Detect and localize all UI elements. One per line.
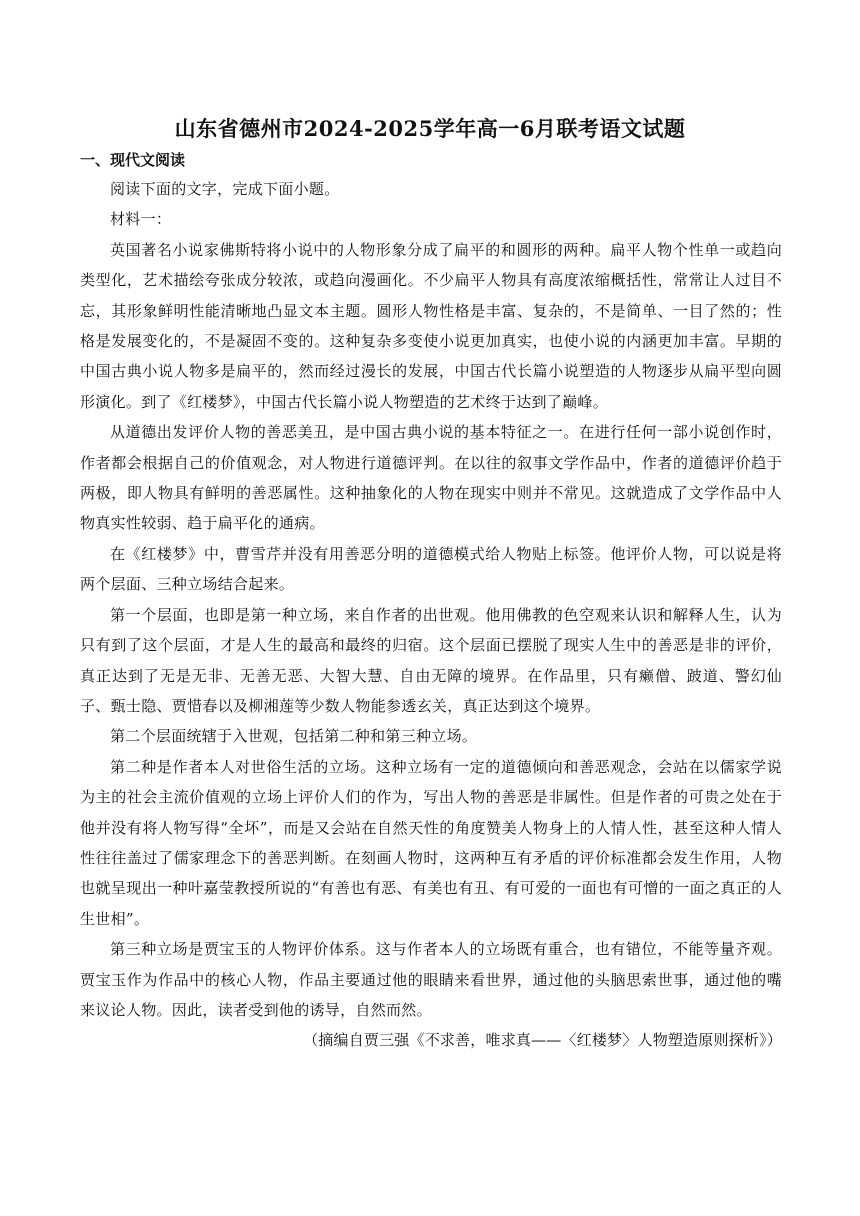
passage-paragraph-2: 从道德出发评价人物的善恶美丑，是中国古典小说的基本特征之一。在进行任何一部小说创作时，作者都会根据自己的价值观念，对人物进行道德评判。在以往的叙事文学作品中，作者的道德评价趋于两极，即人物具有鲜明的善恶属性。这种抽象化的人物在现实中则并不常见。这就造成了文学作品中人物真实性较弱、趋于扁平化的通病。 <box>80 423 782 533</box>
section-heading: 一、现代文阅读 <box>80 151 186 169</box>
passage-paragraph-7: 第三种立场是贾宝玉的人物评价体系。这与作者本人的立场既有重合，也有错位，不能等量齐观。贾宝玉作为作品中的核心人物，作品主要通过他的眼睛来看世界，通过他的头脑思索世事，通过他的嘴来议论人物。因此，读者受到他的诱导，自然而然。 <box>80 940 782 1019</box>
passage-paragraph-6: 第二种是作者本人对世俗生活的立场。这种立场有一定的道德倾向和善恶观念，会站在以儒家学说为主的社会主流价值观的立场上评价人们的作为，写出人物的善恶是非属性。但是作者的可贵之处在于他并没有将人物写得“全坏”，而是又会站在自然天性的角度赞美人物身上的人情人性，甚至这种人情人性往往盖过了儒家理念下的善恶判断。在刻画人物时，这两种互有矛盾的评价标准都会发生作用，人物也就呈现出一种叶嘉莹教授所说的“有善也有恶、有美也有丑、有可爱的一面也有可憎的一面之真正的人生世相”。 <box>80 757 782 928</box>
passage-paragraph-5: 第二个层面统辖于入世观，包括第二种和第三种立场。 <box>110 727 478 746</box>
instruction-text: 阅读下面的文字，完成下面小题。 <box>110 180 340 198</box>
reading-passage <box>80 174 782 1056</box>
passage-paragraph-1: 英国著名小说家佛斯特将小说中的人物形象分成了扁平的和圆形的两种。扁平人物个性单一或趋向类型化，艺术描绘夸张成分较浓，或趋向漫画化。不少扁平人物具有高度浓缩概括性，常常让人过目不忘，其形象鲜明性能清晰地凸显文本主题。圆形人物性格是丰富、复杂的，不是简单、一目了然的；性格是发展变化的，不是凝固不变的。这种复杂多变使小说更加真实，也使小说的内涵更加丰富。早期的中国古典小说人物多是扁平的，然而经过漫长的发展，中国古代长篇小说塑造的人物逐步从扁平型向圆形演化。到了《红楼梦》，中国古代长篇小说人物塑造的艺术终于达到了巅峰。 <box>80 240 782 411</box>
material-label: 材料一： <box>110 210 172 229</box>
passage-paragraph-3: 在《红楼梦》中，曹雪芹并没有用善恶分明的道德模式给人物贴上标签。他评价人物，可以说是将两个层面、三种立场结合起来。 <box>80 544 782 594</box>
document-title: 山东省德州市2024-2025学年高一6月联考语文试题 <box>174 116 686 141</box>
source-citation: （摘编自贾三强《不求善，唯求真——〈红楼梦〉人物塑造原则探析》） <box>303 1031 782 1050</box>
passage-paragraph-4: 第一个层面，也即是第一种立场，来自作者的出世观。他用佛教的色空观来认识和解释人生，认为只有到了这个层面，才是人生的最高和最终的归宿。这个层面已摆脱了现实人生中的善恶是非的评价，真正达到了无是无非、无善无恶、大智大慧、自由无障的境界。在作品里，只有癞僧、跛道、警幻仙子、甄士隐、贾惜春以及柳湘莲等少数人物能参透玄关，真正达到这个境界。 <box>80 605 782 715</box>
